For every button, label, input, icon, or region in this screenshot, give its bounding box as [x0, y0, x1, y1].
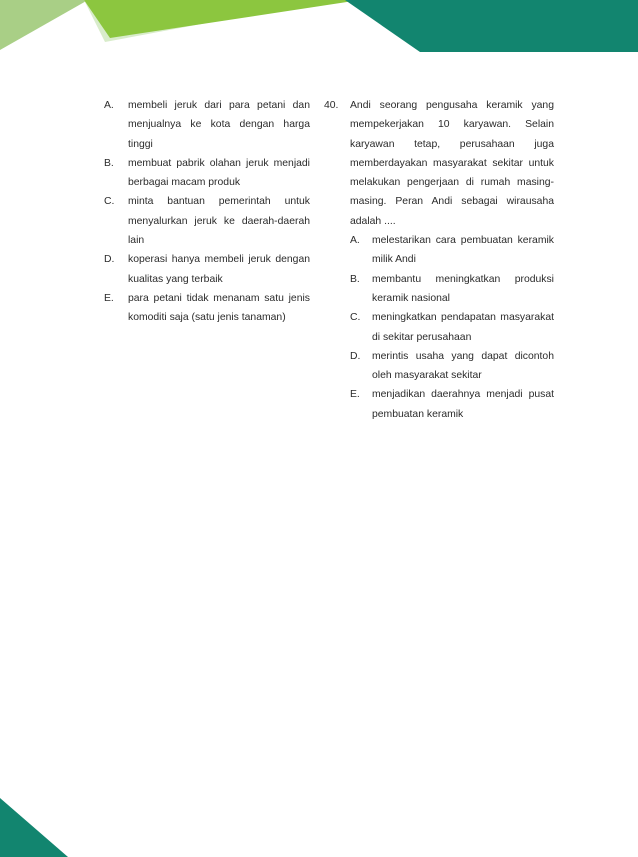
option-text: merintis usaha yang dapat dicontoh oleh masyarakat sekitar — [372, 350, 554, 382]
header-teal-band — [345, 0, 638, 52]
option-letter: A. — [104, 100, 114, 111]
footer-teal-corner — [0, 798, 68, 857]
question-40 — [324, 96, 554, 424]
header-lime-band — [84, 0, 360, 38]
answer-option — [350, 385, 554, 424]
option-text: menjadikan daerahnya menjadi pusat pembuatan keramik — [372, 389, 554, 420]
option-letter: A. — [350, 235, 360, 247]
header-light-band — [84, 0, 330, 42]
header-olive-strip — [0, 0, 88, 50]
option-text: meningkatkan pendapatan masyarakat di sekitar perusahaan — [372, 312, 554, 343]
option-letter: D. — [350, 350, 361, 362]
answer-option — [104, 250, 310, 289]
option-letter: E. — [350, 389, 360, 401]
question-body — [350, 96, 554, 424]
answer-option — [350, 231, 554, 270]
option-letter: B. — [350, 273, 360, 285]
option-letter: C. — [350, 312, 361, 324]
option-text: minta bantuan pemerintah untuk menyalurkan jeruk ke daerah-daerah lain — [128, 196, 310, 247]
answer-option — [104, 192, 310, 250]
answer-option — [104, 289, 310, 328]
option-letter: C. — [104, 196, 115, 208]
answer-option — [104, 96, 310, 154]
answer-option — [104, 154, 310, 193]
option-text: melestarikan cara pembuatan keramik milik Andi — [372, 235, 554, 266]
option-text: membuat pabrik olahan jeruk menjadi berbagai macam produk — [128, 157, 310, 189]
option-text: membantu meningkatkan produksi keramik nasional — [372, 273, 554, 304]
answer-option — [350, 270, 554, 309]
answer-option — [350, 347, 554, 386]
question-stem: Andi seorang pengusaha keramik yang mempekerjakan 10 karyawan. Selain karyawan tetap, perusahaan juga memberdayakan masyarakat sekitar untuk melakukan pengerjaan di rumah masing-masing. Peran Andi sebagai wirausaha adalah .... — [350, 100, 554, 227]
answer-option — [350, 308, 554, 347]
left-answer-column — [104, 96, 310, 328]
option-letter: D. — [104, 254, 115, 266]
option-letter: B. — [104, 157, 114, 169]
option-text: membeli jeruk dari para petani dan menjualnya ke kota dengan harga tinggi — [128, 100, 310, 150]
question-column — [324, 96, 554, 424]
question-number: 40. — [324, 100, 339, 111]
option-text: koperasi hanya membeli jeruk dengan kualitas yang terbaik — [128, 254, 310, 285]
option-text: para petani tidak menanam satu jenis komoditi saja (satu jenis tanaman) — [128, 292, 310, 324]
option-letter: E. — [104, 292, 114, 304]
